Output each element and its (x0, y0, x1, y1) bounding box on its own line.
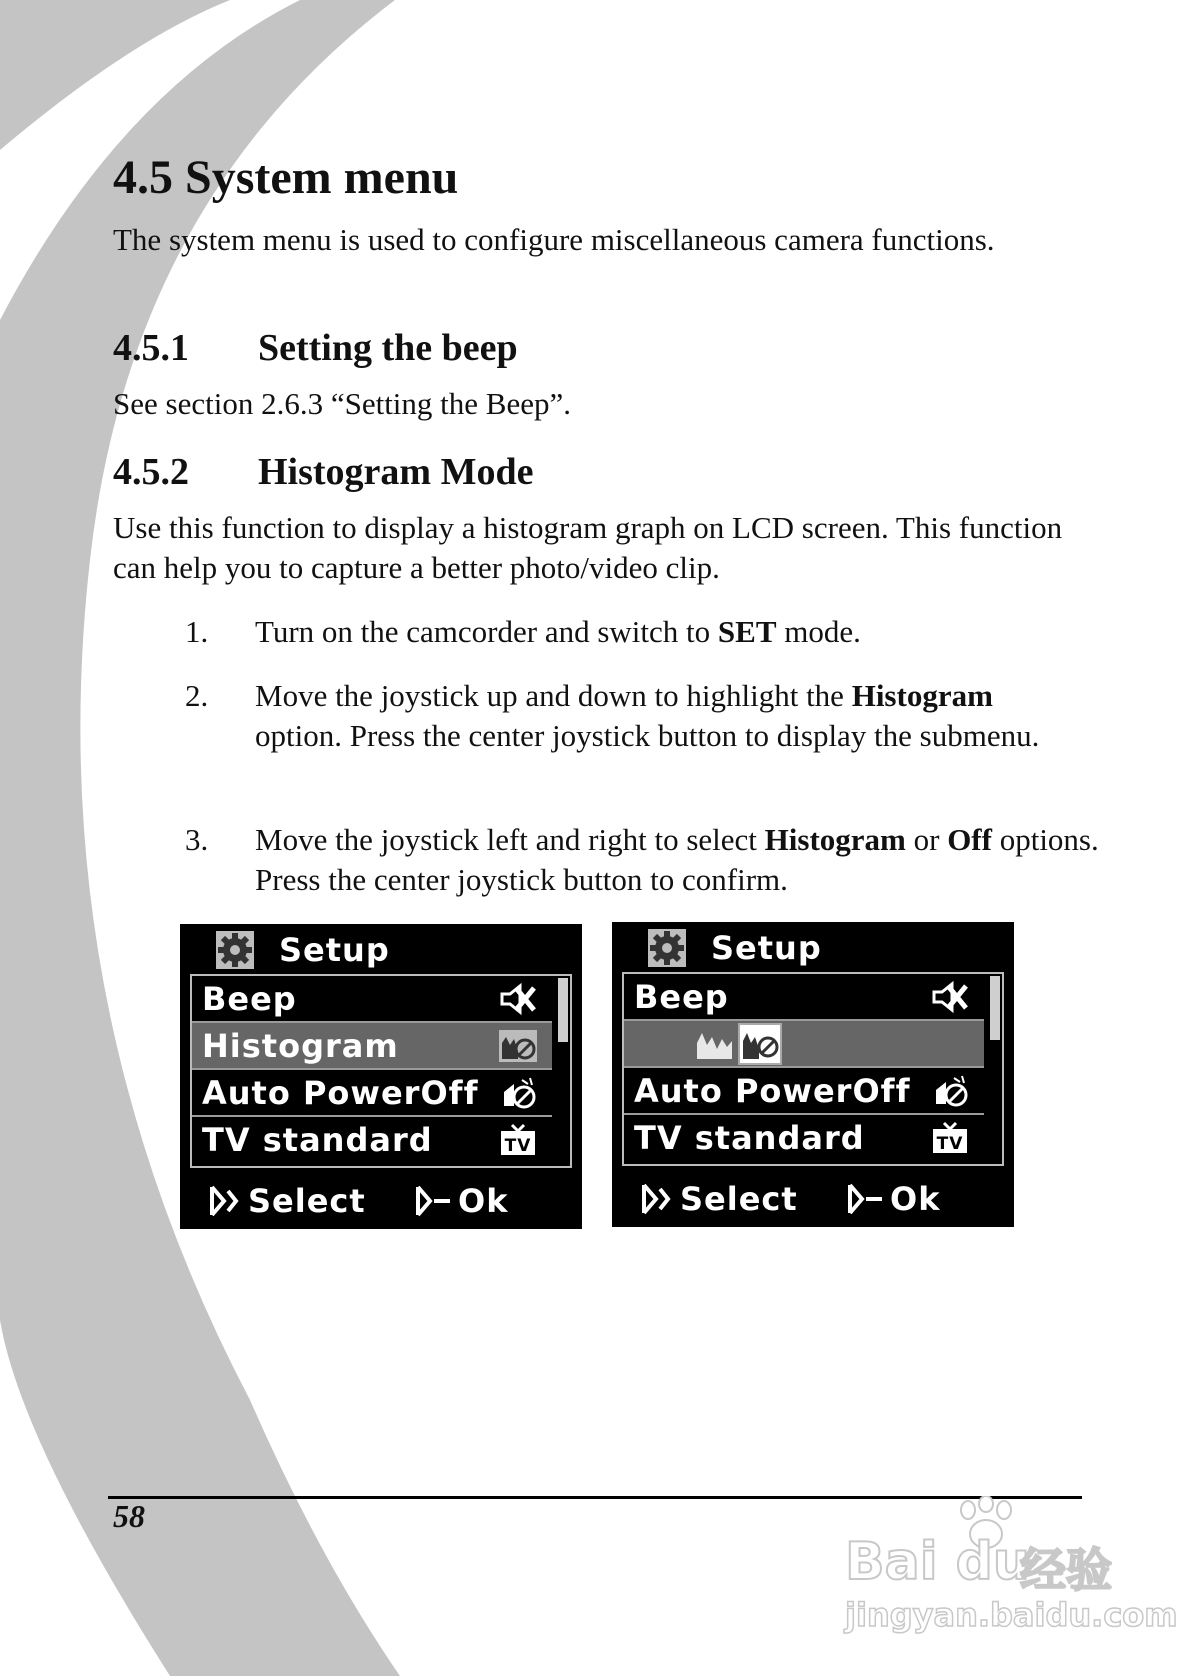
step-text: Move the joystick up and down to highlight the Histogram option. Press the center joystick button to display the submenu. (255, 678, 1040, 753)
menu-item-beep[interactable]: Beep (192, 976, 552, 1023)
scrollbar[interactable] (990, 976, 1000, 1040)
section-title: Setting the beep (258, 327, 518, 369)
auto-poweroff-icon (930, 1074, 970, 1108)
auto-poweroff-icon (498, 1076, 538, 1110)
step-number: 2. (185, 678, 209, 713)
gear-icon (215, 930, 255, 970)
watermark-url: jingyan.baidu.com (845, 1596, 1178, 1634)
joystick-left-right-icon (206, 1183, 242, 1219)
svg-text:TV: TV (504, 1136, 532, 1156)
step-text: Turn on the camcorder and switch to SET mode. (255, 614, 861, 649)
watermark-cn: 经验 (1020, 1543, 1112, 1597)
beep-mute-icon (498, 982, 538, 1016)
joystick-press-icon (412, 1183, 452, 1219)
joystick-press-icon (844, 1181, 884, 1217)
step-text: Move the joystick left and right to select Histogram or Off options. Press the center joystick button to confirm. (255, 822, 1099, 897)
screen-title: Setup (647, 928, 822, 968)
step-number: 3. (185, 822, 209, 857)
gear-icon (647, 928, 687, 968)
select-hint: Select (638, 1180, 798, 1218)
page-number: 58 (113, 1498, 145, 1534)
watermark-brand: Bai du (845, 1532, 1030, 1592)
menu-item-beep[interactable]: Beep (624, 974, 984, 1021)
beep-mute-icon (930, 980, 970, 1014)
joystick-left-right-icon (638, 1181, 674, 1217)
histogram-on-icon[interactable] (694, 1025, 736, 1063)
ok-hint: Ok (412, 1182, 508, 1220)
lcd-screen-left (180, 924, 582, 1229)
histogram-off-icon (498, 1029, 538, 1063)
intro-paragraph: The system menu is used to configure miscellaneous camera functions. (113, 222, 995, 257)
tv-standard-icon (930, 1121, 970, 1155)
histogram-off-icon[interactable] (738, 1023, 782, 1065)
menu-item-histogram[interactable]: Histogram (192, 1023, 552, 1070)
section-4-5-1-text: See section 2.6.3 “Setting the Beep”. (113, 386, 571, 421)
lcd-screen-right (612, 922, 1014, 1227)
ok-hint: Ok (844, 1180, 940, 1218)
setup-menu (622, 972, 1004, 1166)
tv-standard-icon (498, 1123, 538, 1157)
footer-rule (108, 1496, 1082, 1499)
scrollbar[interactable] (558, 978, 568, 1042)
menu-item-tv-standard[interactable]: TV standard TV (192, 1117, 552, 1162)
section-title: Histogram Mode (258, 451, 534, 493)
section-number: 4.5.1 (113, 327, 189, 369)
select-hint: Select (206, 1182, 366, 1220)
menu-item-tv-standard[interactable]: TV standard TV (624, 1115, 984, 1160)
section-4-5-2-text: Use this function to display a histogram graph on LCD screen. This function can help you to capture a better photo/video clip. (113, 510, 1063, 585)
page-title: 4.5 System menu (113, 151, 459, 204)
setup-menu (190, 974, 572, 1168)
screen-title: Setup (215, 930, 390, 970)
step-number: 1. (185, 614, 209, 649)
histogram-submenu[interactable] (624, 1021, 984, 1068)
menu-item-auto-poweroff[interactable]: Auto PowerOff (624, 1068, 984, 1115)
section-number: 4.5.2 (113, 451, 189, 493)
menu-item-auto-poweroff[interactable]: Auto PowerOff (192, 1070, 552, 1117)
svg-text:TV: TV (936, 1134, 964, 1154)
